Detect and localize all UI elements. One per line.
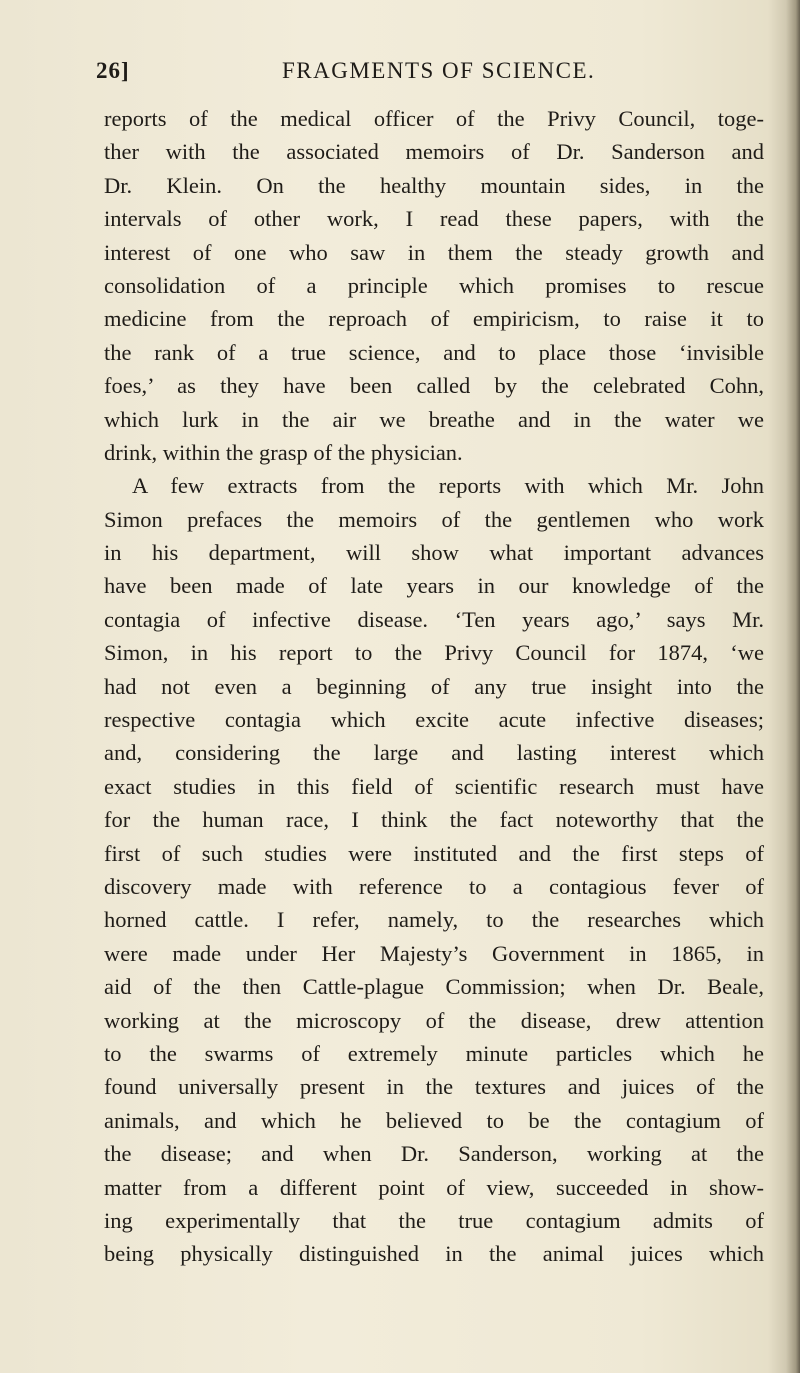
text-line: contagia of infective disease. ‘Ten years ago,’ says Mr. (104, 606, 764, 632)
text-line: horned cattle. I refer, namely, to the researches which (104, 907, 764, 933)
text-line: animals, and which he believed to be the contagium of (104, 1107, 764, 1133)
page-edge-shadow (786, 0, 800, 1373)
text-line: being physically distinguished in the animal juices which (104, 1241, 764, 1267)
text-line: aid of the then Cattle-plague Commission; when Dr. Beale, (104, 974, 764, 1000)
text-line: intervals of other work, I read these papers, with the (104, 206, 764, 232)
text-line: medicine from the reproach of empiricism, to raise it to (104, 306, 764, 332)
text-line: the disease; and when Dr. Sanderson, working at the (104, 1141, 764, 1167)
text-line: Dr. Klein. On the healthy mountain sides, in the (104, 172, 764, 198)
text-line: found universally present in the textures and juices of the (104, 1074, 764, 1100)
running-head (96, 58, 756, 88)
text-line: first of such studies were instituted and the first steps of (104, 840, 764, 866)
text-line: ing experimentally that the true contagium admits of (104, 1207, 764, 1233)
page-number: 26] (96, 58, 130, 83)
text-line: consolidation of a principle which promises to rescue (104, 272, 764, 298)
text-line: exact studies in this field of scientific research must have (104, 773, 764, 799)
text-line: for the human race, I think the fact noteworthy that the (104, 807, 764, 833)
text-line: Simon, in his report to the Privy Council for 1874, ‘we (104, 640, 764, 666)
text-line: interest of one who saw in them the steady growth and (104, 239, 764, 265)
text-line: and, considering the large and lasting interest which (104, 740, 764, 766)
text-line: to the swarms of extremely minute particles which he (104, 1040, 764, 1066)
text-line: working at the microscopy of the disease, drew attention (104, 1007, 764, 1033)
text-line: in his department, will show what important advances (104, 540, 764, 566)
text-line: foes,’ as they have been called by the celebrated Cohn, (104, 373, 764, 399)
text-line-paragraph-start: A few extracts from the reports with which Mr. John (132, 473, 764, 499)
text-line: matter from a different point of view, succeeded in show- (104, 1174, 764, 1200)
text-line: were made under Her Majesty’s Government in 1865, in (104, 940, 764, 966)
text-line: ther with the associated memoirs of Dr. Sanderson and (104, 139, 764, 165)
text-line: reports of the medical officer of the Privy Council, toge- (104, 106, 764, 131)
text-line: discovery made with reference to a contagious fever of (104, 873, 764, 899)
body-text (104, 102, 764, 1271)
text-line: which lurk in the air we breathe and in the water we (104, 406, 764, 432)
text-line: had not even a beginning of any true insight into the (104, 673, 764, 699)
text-line-paragraph-end: drink, within the grasp of the physician. (104, 439, 463, 465)
text-line: have been made of late years in our knowledge of the (104, 573, 764, 599)
text-line: Simon prefaces the memoirs of the gentlemen who work (104, 506, 764, 532)
text-line: the rank of a true science, and to place those ‘invisible (104, 339, 764, 365)
text-line: respective contagia which excite acute infective diseases; (104, 707, 764, 733)
running-title: FRAGMENTS OF SCIENCE. (282, 58, 596, 83)
